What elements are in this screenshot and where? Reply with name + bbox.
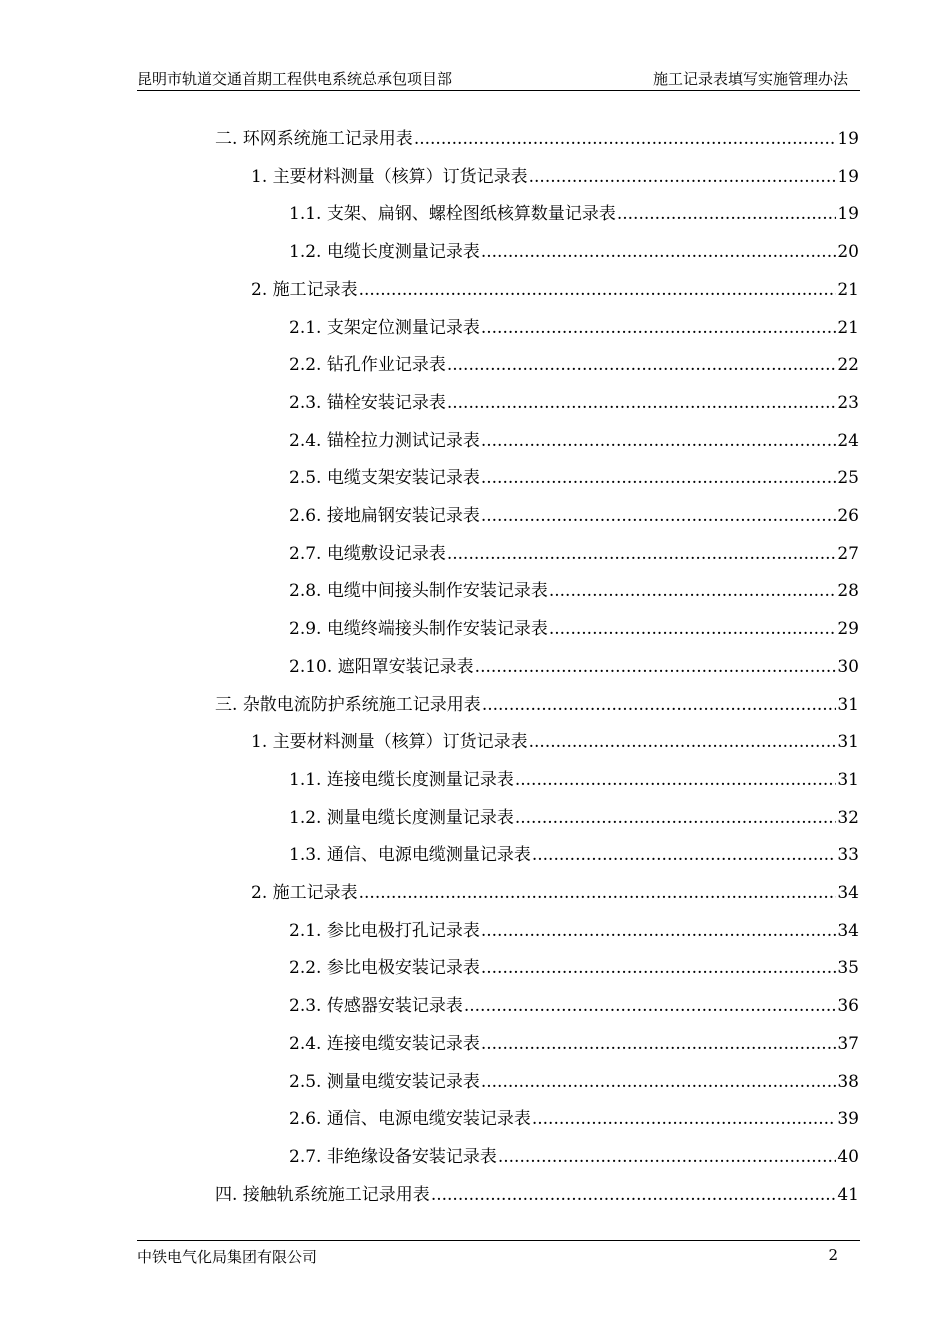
toc-dot-leader — [481, 242, 837, 262]
toc-dot-leader — [464, 996, 837, 1016]
toc-entry-title: 三. 杂散电流防护系统施工记录用表 — [215, 694, 481, 715]
toc-entry-title: 二. 环网系统施工记录用表 — [215, 129, 413, 149]
toc-dot-leader — [532, 1109, 837, 1129]
toc-entry[interactable] — [289, 916, 859, 944]
toc-entry-page-number: 30 — [837, 656, 859, 677]
toc-entry-title: 1.1. 支架、扁钢、螺栓图纸核算数量记录表 — [289, 204, 616, 225]
toc-dot-leader — [475, 657, 837, 677]
toc-entry-title: 2.6. 通信、电源电缆安装记录表 — [289, 1109, 531, 1130]
toc-dot-leader — [549, 581, 837, 601]
toc-entry[interactable] — [251, 727, 859, 755]
toc-entry-page-number: 36 — [837, 996, 859, 1017]
toc-entry[interactable] — [289, 840, 859, 868]
toc-entry[interactable] — [251, 275, 859, 303]
toc-entry[interactable] — [289, 426, 859, 454]
toc-entry-title: 2.6. 接地扁钢安装记录表 — [289, 506, 480, 526]
toc-entry-page-number: 24 — [837, 430, 859, 451]
toc-entry[interactable] — [215, 1180, 859, 1208]
toc-entry-title: 2.7. 电缆敷设记录表 — [289, 543, 446, 564]
toc-dot-leader — [481, 958, 837, 978]
toc-dot-leader — [529, 167, 837, 187]
toc-dot-leader — [481, 1072, 837, 1092]
toc-dot-leader — [447, 355, 837, 375]
page-header — [137, 68, 860, 91]
toc-entry-title: 2.7. 非绝缘设备安装记录表 — [289, 1146, 497, 1167]
toc-entry-page-number: 19 — [837, 204, 859, 225]
toc-entry[interactable] — [289, 1029, 859, 1057]
toc-entry-page-number: 29 — [837, 619, 859, 640]
toc-entry[interactable] — [215, 690, 859, 718]
toc-entry-page-number: 37 — [837, 1033, 859, 1054]
toc-entry-page-number: 20 — [837, 242, 859, 263]
toc-entry[interactable] — [251, 162, 859, 190]
toc-entry-page-number: 34 — [837, 883, 859, 903]
toc-entry[interactable] — [289, 576, 859, 604]
toc-entry-title: 2.5. 电缆支架安装记录表 — [289, 468, 480, 489]
toc-entry[interactable] — [289, 313, 859, 341]
toc-entry[interactable] — [289, 463, 859, 491]
toc-entry-page-number: 41 — [837, 1184, 859, 1205]
toc-entry-title: 1.1. 连接电缆长度测量记录表 — [289, 769, 514, 790]
toc-entry-page-number: 22 — [837, 355, 859, 376]
toc-entry-title: 2.1. 支架定位测量记录表 — [289, 317, 480, 338]
toc-dot-leader — [447, 544, 837, 564]
toc-entry-title: 2.3. 传感器安装记录表 — [289, 996, 463, 1017]
toc-entry-title: 2.4. 锚栓拉力测试记录表 — [289, 430, 480, 451]
toc-entry-title: 2. 施工记录表 — [251, 279, 358, 300]
toc-entry[interactable] — [289, 350, 859, 378]
toc-entry[interactable] — [289, 237, 859, 265]
toc-entry[interactable] — [215, 124, 859, 152]
footer-company-name: 中铁电气化局集团有限公司 — [137, 1248, 318, 1266]
header-document-title: 施工记录表填写实施管理办法 — [652, 70, 848, 88]
toc-dot-leader — [498, 1147, 837, 1167]
toc-entry[interactable] — [289, 803, 859, 831]
toc-entry[interactable] — [289, 652, 859, 680]
toc-entry-page-number: 28 — [837, 581, 859, 602]
toc-entry-page-number: 27 — [837, 543, 859, 564]
toc-dot-leader — [431, 1185, 837, 1205]
toc-entry-page-number: 33 — [837, 845, 859, 866]
toc-entry-page-number: 39 — [837, 1109, 859, 1130]
toc-entry-page-number: 21 — [837, 279, 859, 300]
toc-entry-title: 1.3. 通信、电源电缆测量记录表 — [289, 845, 531, 866]
toc-entry-title: 2.9. 电缆终端接头制作安装记录表 — [289, 619, 548, 640]
toc-entry-page-number: 38 — [837, 1071, 859, 1092]
toc-entry[interactable] — [289, 539, 859, 567]
toc-dot-leader — [481, 468, 837, 488]
toc-entry-title: 1.2. 电缆长度测量记录表 — [289, 242, 480, 263]
toc-dot-leader — [515, 808, 837, 828]
toc-entry-page-number: 23 — [837, 392, 859, 413]
toc-entry[interactable] — [289, 388, 859, 416]
toc-entry-title: 2.2. 钻孔作业记录表 — [289, 355, 446, 376]
toc-entry[interactable] — [289, 765, 859, 793]
toc-entry-page-number: 21 — [837, 317, 859, 338]
toc-dot-leader — [481, 318, 837, 338]
toc-entry[interactable] — [289, 953, 859, 981]
toc-dot-leader — [447, 393, 837, 413]
toc-dot-leader — [481, 1034, 837, 1054]
toc-dot-leader — [359, 883, 837, 903]
footer-page-number: 2 — [828, 1246, 838, 1264]
toc-entry[interactable] — [289, 1104, 859, 1132]
toc-entry-page-number: 40 — [837, 1146, 859, 1167]
toc-entry[interactable] — [289, 199, 859, 227]
toc-entry-page-number: 19 — [837, 129, 859, 149]
toc-entry-page-number: 31 — [837, 694, 859, 715]
header-project-name: 昆明市轨道交通首期工程供电系统总承包项目部 — [137, 70, 453, 88]
toc-dot-leader — [482, 695, 837, 715]
toc-dot-leader — [529, 732, 837, 752]
toc-entry-page-number: 32 — [837, 807, 859, 828]
toc-dot-leader — [481, 431, 837, 451]
page-footer — [137, 1240, 860, 1271]
toc-dot-leader — [481, 506, 837, 526]
toc-dot-leader — [617, 204, 837, 224]
toc-entry-title: 2.5. 测量电缆安装记录表 — [289, 1071, 480, 1092]
toc-entry-page-number: 31 — [837, 769, 859, 790]
toc-dot-leader — [515, 770, 837, 790]
toc-entry[interactable] — [289, 614, 859, 642]
toc-entry-title: 2.3. 锚栓安装记录表 — [289, 392, 446, 413]
toc-entry-title: 2.2. 参比电极安装记录表 — [289, 958, 480, 979]
toc-entry-page-number: 34 — [837, 920, 859, 941]
toc-entry-title: 2. 施工记录表 — [251, 883, 358, 903]
toc-entry[interactable] — [251, 878, 859, 906]
toc-entry-page-number: 26 — [837, 506, 859, 526]
toc-entry-title: 四. 接触轨系统施工记录用表 — [215, 1184, 430, 1205]
toc-dot-leader — [549, 619, 837, 639]
toc-entry-title: 2.10. 遮阳罩安装记录表 — [289, 656, 474, 677]
toc-entry-title: 1.2. 测量电缆长度测量记录表 — [289, 807, 514, 828]
toc-entry-page-number: 35 — [837, 958, 859, 979]
toc-entry-title: 1. 主要材料测量（核算）订货记录表 — [251, 732, 528, 753]
toc-entry-page-number: 31 — [837, 732, 859, 753]
toc-entry[interactable] — [289, 991, 859, 1019]
toc-entry[interactable] — [289, 1067, 859, 1095]
toc-entry-page-number: 25 — [837, 468, 859, 489]
toc-entry[interactable] — [289, 1142, 859, 1170]
toc-dot-leader — [359, 280, 837, 300]
toc-dot-leader — [481, 921, 837, 941]
toc-entry-title: 2.1. 参比电极打孔记录表 — [289, 920, 480, 941]
toc-entry-page-number: 19 — [837, 166, 859, 187]
toc-dot-leader — [532, 845, 837, 865]
toc-dot-leader — [414, 129, 837, 149]
toc-entry-title: 2.4. 连接电缆安装记录表 — [289, 1033, 480, 1054]
toc-entry-title: 2.8. 电缆中间接头制作安装记录表 — [289, 581, 548, 602]
toc-entry[interactable] — [289, 501, 859, 529]
toc-entry-title: 1. 主要材料测量（核算）订货记录表 — [251, 166, 528, 187]
